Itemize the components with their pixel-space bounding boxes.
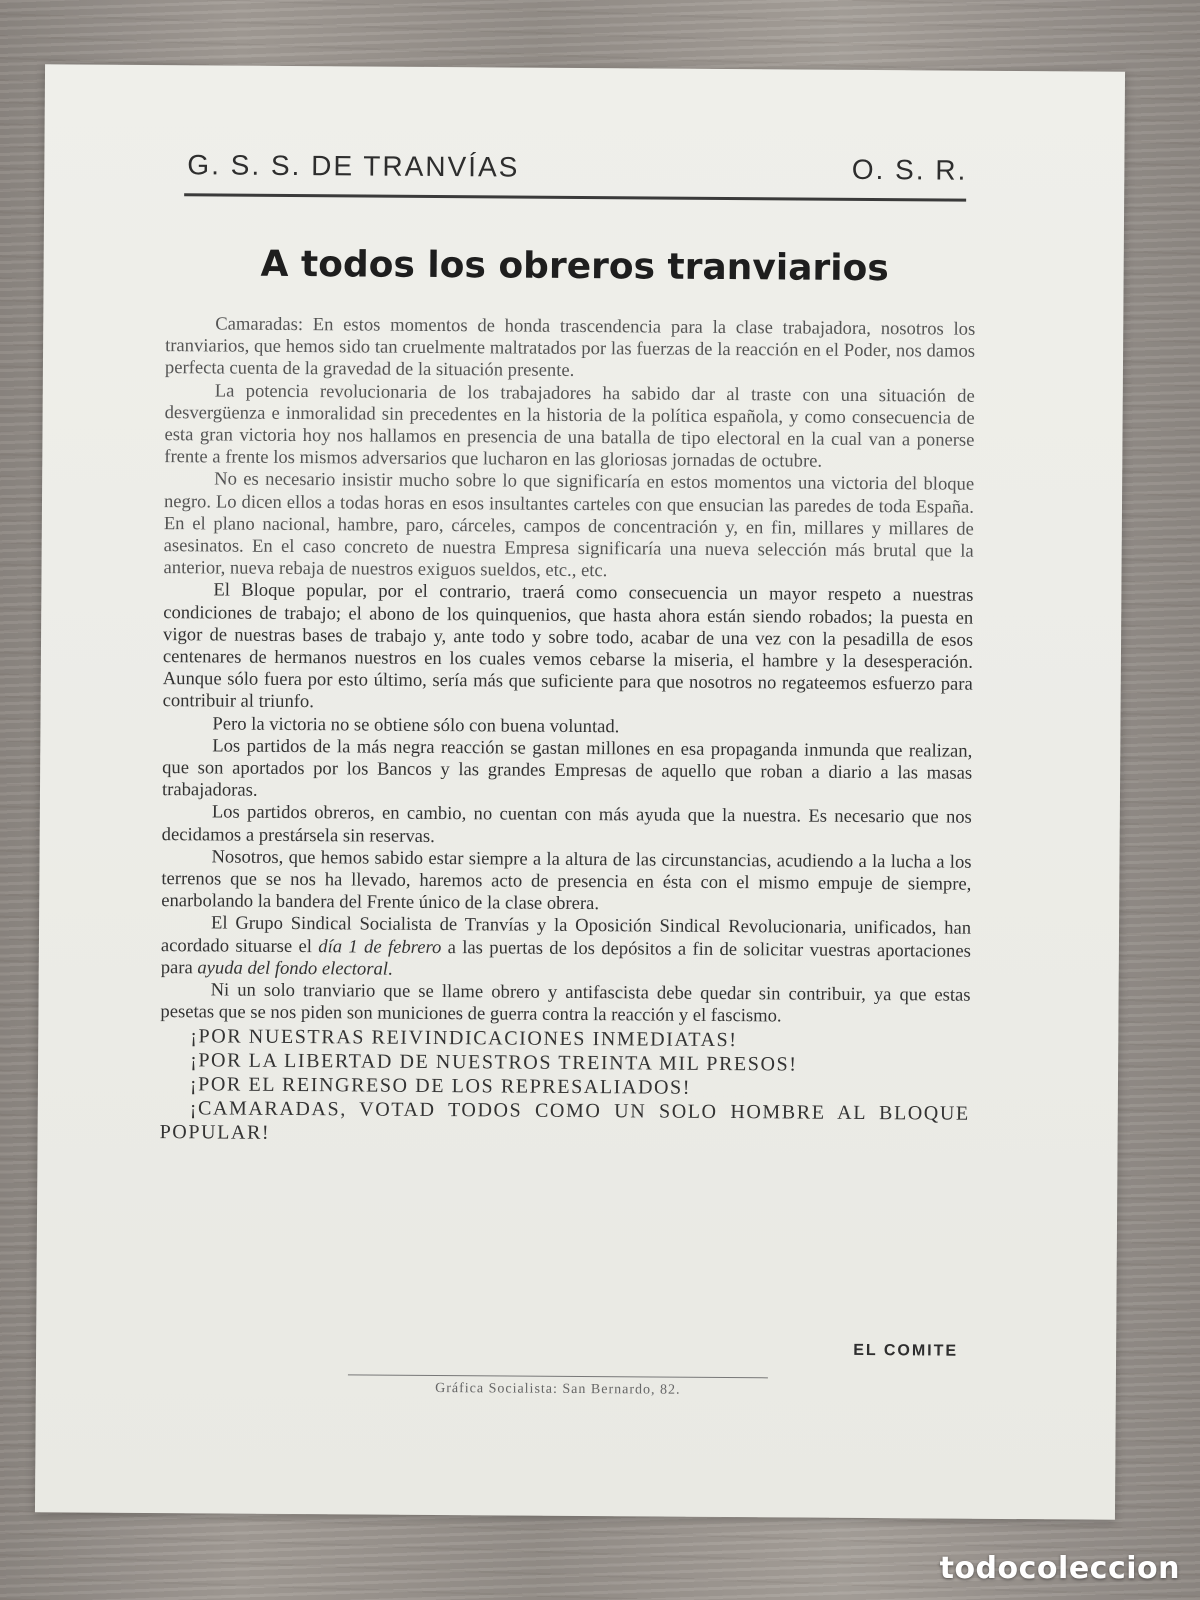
text-run: a las puertas de los depósitos a fin de solicitar vuestras aportaciones para bbox=[160, 936, 971, 979]
paragraph: No es necesario insistir mucho sobre lo que significaría en estos momentos una victoria del bloque negro. Lo dicen ellos a todas horas en esos insultantes carteles con que ensucian las paredes de toda España. En el plano nacional, hambre, paro, cárceles, campos de concentración y, en fin, millares y millares de asesinatos. En el caso concreto de nuestra Empresa significaría una nueva selección más brutal que la anterior, nueva rebaja de nuestros exiguos sueldos, etc., etc. bbox=[163, 468, 975, 582]
slogan: ¡POR EL REINGRESO DE LOS REPRESALIADOS! bbox=[189, 1072, 692, 1099]
slogans bbox=[160, 1024, 971, 1150]
organization-name: G. S. S. DE TRANVÍAS bbox=[187, 149, 520, 183]
document-sheet bbox=[35, 64, 1125, 1520]
paragraph: El Bloque popular, por el contrario, traerá como consecuencia un mayor respeto a nuestras condiciones de trabajo; el abono de los quinquenios, que hasta ahora están siendo robados; la puesta en vigor de nuestras bases de trabajo y, ante todo y sobre todo, acabar de una vez con la pesadilla de esos centenares de hermanos nuestros en los cuales vemos cebarse la miseria, el hambre y la desesperación. Aunque sólo fuera por esto último, sería más que suficiente para que nosotros no regateemos esfuerzo para contribuir al triunfo. bbox=[162, 579, 974, 713]
paragraph: Ni un solo tranviario que se llame obrero y antifascista debe quedar sin contribuir, ya que estas pesetas que se nos piden son municiones de guerra contra la reacción y el fascismo. bbox=[160, 979, 971, 1027]
slogan: ¡CAMARADAS, VOTAD TODOS COMO UN SOLO HOMBRE AL BLOQUE POPULAR! bbox=[159, 1096, 970, 1144]
paragraph: Los partidos obreros, en cambio, no cuentan con más ayuda que la nuestra. Es necesario que nos decidamos a prestársela sin reservas. bbox=[161, 801, 972, 847]
paragraph: Pero la victoria no se obtiene sólo con buena voluntad. bbox=[212, 713, 620, 737]
slogan: ¡POR NUESTRAS REIVINDICACIONES INMEDIATAS! bbox=[190, 1024, 738, 1051]
text-run: El Grupo Sindical Socialista de Tranvías y la Oposición Sindical Revolucionaria, unificados, han acordado situarse el bbox=[160, 912, 972, 957]
paragraph: Camaradas: En estos momentos de honda trascendencia para la clase trabajadora, nosotros los tranviarios, que hemos sido tan cruelmente maltratados por las fuerzas de la reacción en el Poder, nos damos perfecta cuenta de la gravedad de la situación presente. bbox=[164, 313, 976, 382]
collection-purpose: ayuda del fondo electoral bbox=[197, 957, 389, 980]
watermark-logo: todocoleccion bbox=[939, 1551, 1180, 1586]
paragraph-fund-collection bbox=[161, 913, 971, 985]
signature: EL COMITE bbox=[853, 1341, 959, 1360]
text-run: . bbox=[387, 958, 393, 980]
paragraph: Los partidos de la más negra reacción se gastan millones en esa propaganda inmunda que realizan, que son aportados por los Bancos y las grandes Empresas de aquello que roban a diario a las masas trabajadoras. bbox=[161, 735, 973, 802]
footer-divider bbox=[348, 1374, 768, 1378]
collection-date: día 1 de febrero bbox=[318, 935, 442, 958]
organization-initials: O. S. R. bbox=[851, 153, 968, 186]
printer-imprint: Gráfica Socialista: San Bernardo, 82. bbox=[435, 1381, 681, 1398]
document-title: A todos los obreros tranviarios bbox=[260, 243, 889, 290]
slogan: ¡POR LA LIBERTAD DE NUESTROS TREINTA MIL PRESOS! bbox=[190, 1048, 798, 1076]
paragraph: Nosotros, que hemos sabido estar siempre a la altura de las circunstancias, acudiendo a la lucha a los terrenos que se nos ha llevado, haremos acto de presencia en ésta con el mismo empuje de siempre, enarbolando la bandera del Frente único de la clase obrera. bbox=[161, 846, 972, 915]
document-body bbox=[160, 313, 976, 1149]
paragraph: La potencia revolucionaria de los trabajadores ha sabido dar al traste con una situación de desvergüenza e inmoralidad sin precedentes en la historia de la política española, y como consecuencia de esta gran victoria hoy nos hallamos en presencia de una batalla de tipo electoral en la cual van a ponerse frente a frente los mismos adversarios que lucharon en las gloriosas jornadas de octubre. bbox=[164, 380, 975, 472]
